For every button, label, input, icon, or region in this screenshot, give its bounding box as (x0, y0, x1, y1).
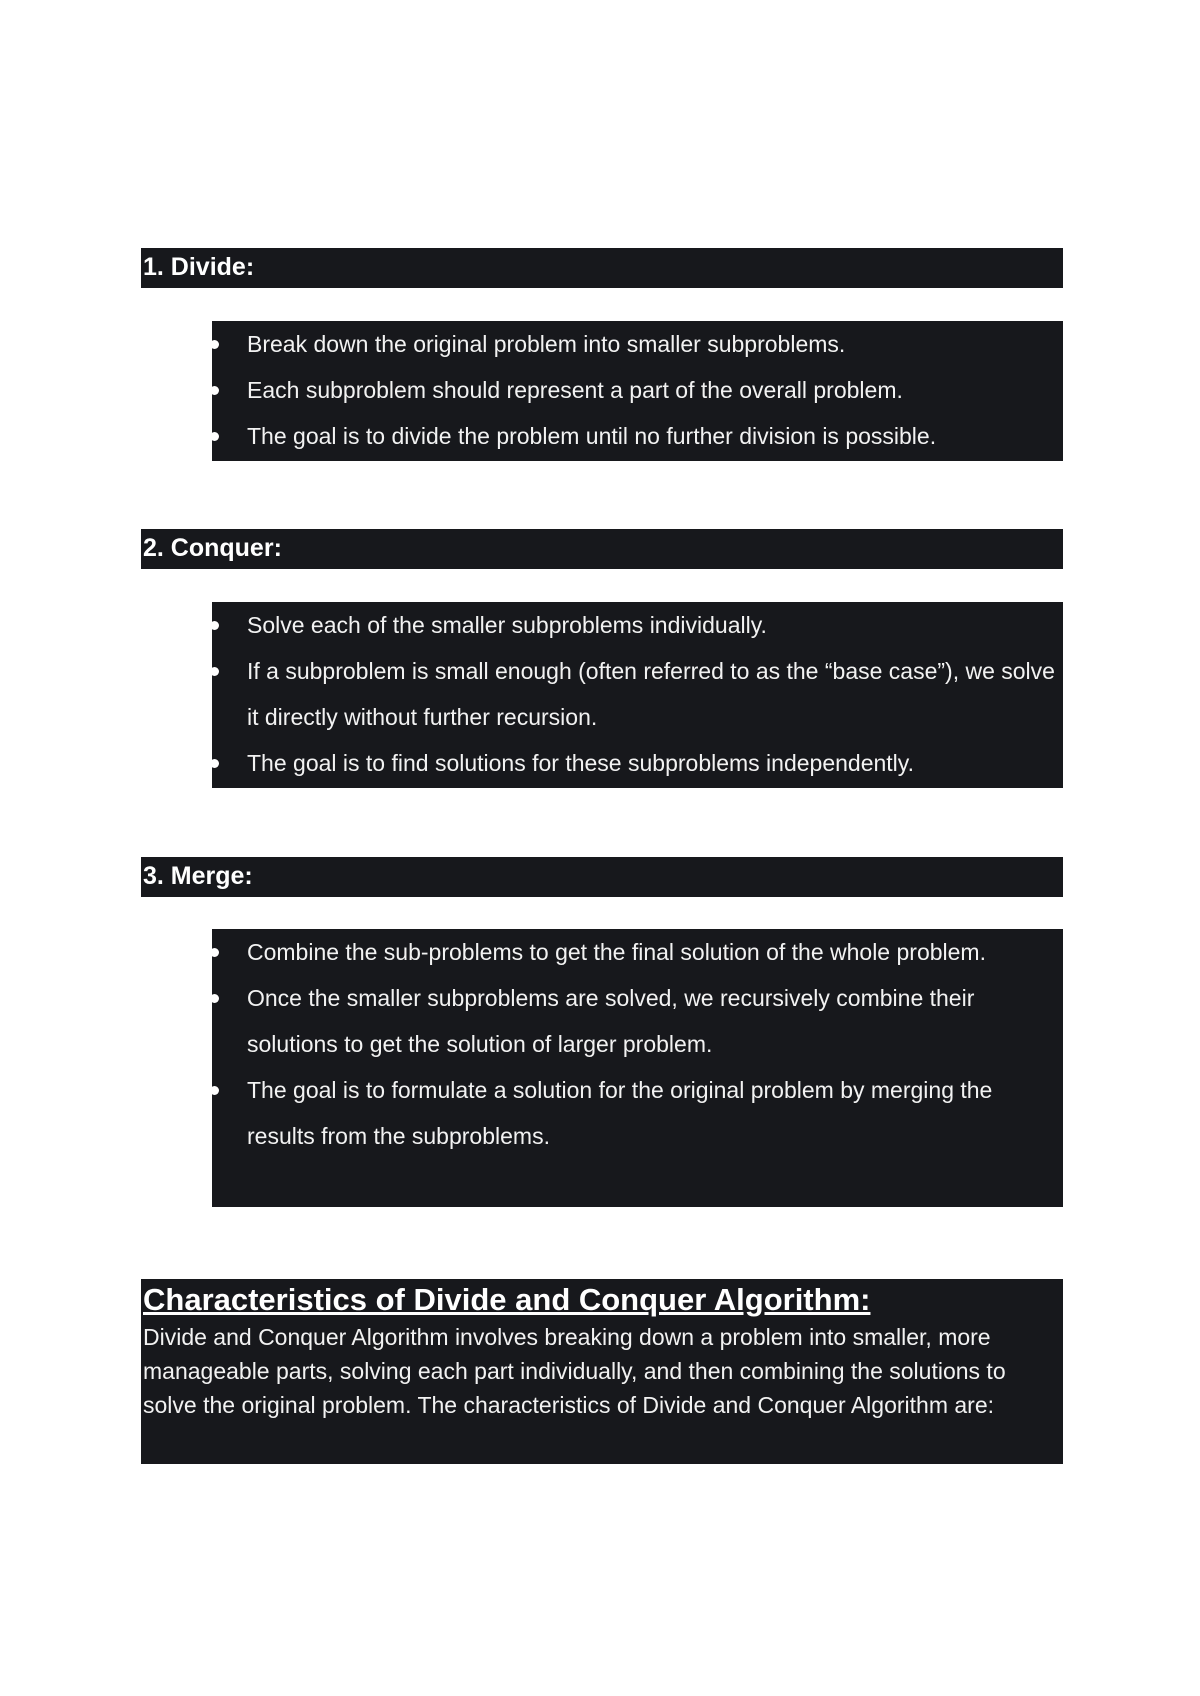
bullet-icon (210, 948, 219, 957)
bullet-icon (210, 667, 219, 676)
list-item (212, 602, 1063, 648)
list-item (212, 367, 1063, 413)
section-list-conquer (212, 602, 1063, 788)
list-item (212, 1067, 1063, 1159)
list-item (212, 929, 1063, 975)
section-heading-divide: 1. Divide: (141, 248, 1063, 288)
list-item-text: Once the smaller subproblems are solved, we recursively combine their solutions to get the solution of larger problem. (247, 985, 975, 1057)
characteristics-block (141, 1279, 1063, 1464)
list-item-text: The goal is to formulate a solution for the original problem by merging the results from the subproblems. (247, 1077, 993, 1149)
list-item (212, 975, 1063, 1067)
list-item-text: The goal is to find solutions for these subproblems independently. (247, 750, 914, 776)
bullet-icon (210, 621, 219, 630)
bullet-icon (210, 994, 219, 1003)
section-list-divide (212, 321, 1063, 461)
list-item-text: Each subproblem should represent a part of the overall problem. (247, 377, 903, 403)
section-list-merge (212, 929, 1063, 1207)
bullet-icon (210, 340, 219, 349)
list-item-text: The goal is to divide the problem until no further division is possible. (247, 423, 937, 449)
list-item (212, 413, 1063, 459)
section-heading-conquer: 2. Conquer: (141, 529, 1063, 569)
section-heading-merge: 3. Merge: (141, 857, 1063, 897)
bullet-icon (210, 432, 219, 441)
list-item (212, 648, 1063, 740)
characteristics-title: Characteristics of Divide and Conquer Algorithm: (143, 1282, 871, 1317)
bullet-icon (210, 1086, 219, 1095)
list-item-text: Break down the original problem into smaller subproblems. (247, 331, 846, 357)
list-item-text: Solve each of the smaller subproblems individually. (247, 612, 767, 638)
characteristics-body: Divide and Conquer Algorithm involves breaking down a problem into smaller, more manageable parts, solving each part individually, and then combining the solutions to solve the original problem. The characteristics of Divide and Conquer Algorithm are: (143, 1324, 1006, 1418)
list-item-text: If a subproblem is small enough (often referred to as the “base case”), we solve it directly without further recursion. (247, 658, 1055, 730)
list-item-text: Combine the sub-problems to get the final solution of the whole problem. (247, 939, 986, 965)
list-item (212, 740, 1063, 786)
bullet-icon (210, 759, 219, 768)
bullet-icon (210, 386, 219, 395)
list-item (212, 321, 1063, 367)
